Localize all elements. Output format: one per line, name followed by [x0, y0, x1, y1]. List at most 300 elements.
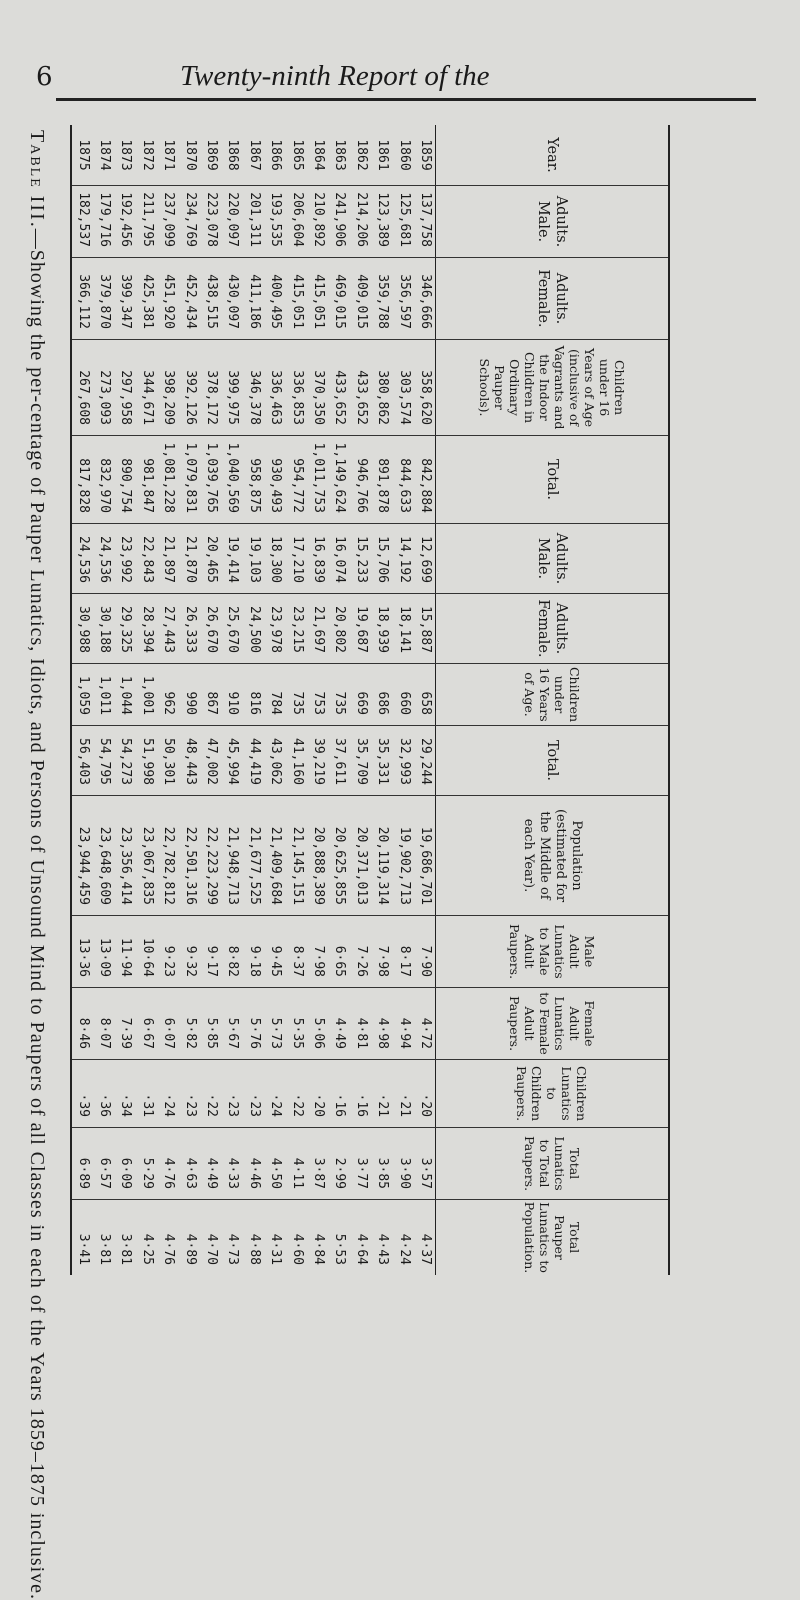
value-cell: 346,666	[415, 257, 436, 339]
value-cell: 891,878	[372, 435, 393, 523]
value-cell: 832,970	[94, 435, 115, 523]
value-cell: 15,887	[415, 593, 436, 663]
value-cell: 19,103	[243, 523, 264, 593]
value-cell: 5·73	[265, 987, 286, 1059]
value-cell: 6·07	[158, 987, 179, 1059]
header-pct-total	[436, 1127, 668, 1199]
value-cell: 179,716	[94, 185, 115, 257]
value-cell: ·20	[415, 1059, 436, 1127]
table-row	[222, 125, 243, 1275]
header-adults-female-label: Adults. Female.	[535, 269, 569, 328]
value-cell: ·34	[115, 1059, 136, 1127]
value-cell: 15,233	[350, 523, 371, 593]
value-cell: ·23	[243, 1059, 264, 1127]
value-cell: 35,331	[372, 725, 393, 795]
value-cell: 438,515	[201, 257, 222, 339]
value-cell: 398,209	[158, 339, 179, 435]
value-cell: 4·94	[393, 987, 414, 1059]
value-cell: 735	[286, 663, 307, 725]
value-cell: 48,443	[179, 725, 200, 795]
table-row	[72, 125, 93, 1275]
value-cell: 1,079,831	[179, 435, 200, 523]
value-cell: 5·85	[201, 987, 222, 1059]
year-cell: 1873	[118, 139, 134, 171]
value-cell: 5·29	[136, 1127, 157, 1199]
value-cell: 50,301	[158, 725, 179, 795]
value-cell: 451,920	[158, 257, 179, 339]
value-cell: 13·09	[94, 915, 115, 987]
value-cell: 359,788	[372, 257, 393, 339]
value-cell: 214,206	[350, 185, 371, 257]
value-cell: 4·72	[415, 987, 436, 1059]
table-row	[201, 125, 222, 1275]
value-cell: 206,604	[286, 185, 307, 257]
value-cell: 21,409,684	[265, 795, 286, 915]
value-cell: 399,347	[115, 257, 136, 339]
value-cell: 379,870	[94, 257, 115, 339]
table-title-prefix: Table III.	[26, 130, 48, 229]
value-cell: 392,126	[179, 339, 200, 435]
value-cell: ·31	[136, 1059, 157, 1127]
value-cell: 7·39	[115, 987, 136, 1059]
value-cell: 735	[329, 663, 350, 725]
value-cell: 6·09	[115, 1127, 136, 1199]
value-cell: 24,536	[94, 523, 115, 593]
value-cell: 433,652	[329, 339, 350, 435]
value-cell: ·24	[158, 1059, 179, 1127]
value-cell: 26,670	[201, 593, 222, 663]
header-adults-male	[436, 185, 668, 257]
year-cell: 1861	[375, 139, 391, 171]
table-row	[179, 125, 200, 1275]
header-pct-male-label: Male Adult Lunatics to Male Adult Paupers.	[507, 923, 597, 980]
table-row	[415, 125, 436, 1275]
value-cell: 22,782,812	[158, 795, 179, 915]
value-cell: 4·11	[286, 1127, 307, 1199]
value-cell: 469,015	[329, 257, 350, 339]
value-cell: 14,192	[393, 523, 414, 593]
value-cell: 336,853	[286, 339, 307, 435]
value-cell: 35,709	[350, 725, 371, 795]
value-cell: 241,906	[329, 185, 350, 257]
value-cell: 433,652	[350, 339, 371, 435]
value-cell: 867	[201, 663, 222, 725]
value-cell: 54,273	[115, 725, 136, 795]
value-cell: 3·90	[393, 1127, 414, 1199]
value-cell: 6·65	[329, 915, 350, 987]
value-cell: 9·17	[201, 915, 222, 987]
value-cell: 399,975	[222, 339, 243, 435]
header-lunatics-female-label: Adults. Female.	[535, 599, 569, 658]
value-cell: 366,112	[72, 257, 93, 339]
table-row	[393, 125, 414, 1275]
value-cell: 910	[222, 663, 243, 725]
value-cell: 5·67	[222, 987, 243, 1059]
value-cell: 27,443	[158, 593, 179, 663]
value-cell: 4·76	[158, 1127, 179, 1199]
value-cell: 9·32	[179, 915, 200, 987]
value-cell: 26,333	[179, 593, 200, 663]
value-cell: 23,215	[286, 593, 307, 663]
value-cell: 4·98	[372, 987, 393, 1059]
value-cell: 137,758	[415, 185, 436, 257]
value-cell: 22,223,299	[201, 795, 222, 915]
value-cell: 9·23	[158, 915, 179, 987]
value-cell: ·21	[393, 1059, 414, 1127]
value-cell: 946,766	[350, 435, 371, 523]
value-cell: 356,597	[393, 257, 414, 339]
header-rule	[56, 98, 756, 101]
year-cell: 1874	[97, 139, 112, 171]
value-cell: 4·70	[201, 1199, 222, 1275]
value-cell: 1,011	[94, 663, 115, 725]
value-cell: 16,074	[329, 523, 350, 593]
table-row	[158, 125, 179, 1275]
year-cell: 1866	[268, 139, 284, 171]
value-cell: 3·85	[372, 1127, 393, 1199]
header-lunatics-male-label: Adults. Male.	[535, 532, 569, 585]
header-adults-male-label: Adults. Male.	[535, 195, 569, 248]
value-cell: 4·49	[201, 1127, 222, 1199]
value-cell: ·21	[372, 1059, 393, 1127]
value-cell: 193,535	[265, 185, 286, 257]
value-cell: 21,948,713	[222, 795, 243, 915]
value-cell: 56,403	[72, 725, 93, 795]
value-cell: 4·24	[393, 1199, 414, 1275]
header-lunatics-male	[436, 523, 668, 593]
value-cell: 11·94	[115, 915, 136, 987]
value-cell: 1,081,228	[158, 435, 179, 523]
value-cell: 4·60	[286, 1199, 307, 1275]
value-cell: 44,419	[243, 725, 264, 795]
value-cell: 125,681	[393, 185, 414, 257]
value-cell: 4·88	[243, 1199, 264, 1275]
value-cell: 25,670	[222, 593, 243, 663]
table-row	[136, 125, 157, 1275]
value-cell: 4·84	[308, 1199, 329, 1275]
value-cell: 9·18	[243, 915, 264, 987]
value-cell: 4·37	[415, 1199, 436, 1275]
value-cell: 41,160	[286, 725, 307, 795]
value-cell: 3·57	[415, 1127, 436, 1199]
value-cell: 1,001	[136, 663, 157, 725]
value-cell: 10·64	[136, 915, 157, 987]
value-cell: 4·81	[350, 987, 371, 1059]
value-cell: 18,141	[393, 593, 414, 663]
year-cell: 1872	[139, 139, 155, 171]
value-cell: 9·45	[265, 915, 286, 987]
value-cell: 1,040,569	[222, 435, 243, 523]
data-table	[70, 125, 670, 1275]
year-cell: 1868	[225, 139, 241, 171]
value-cell: 4·33	[222, 1127, 243, 1199]
value-cell: 19,686,701	[415, 795, 436, 915]
value-cell: 1,059	[72, 663, 93, 725]
value-cell: 13·36	[72, 915, 93, 987]
value-cell: 24,500	[243, 593, 264, 663]
table-title-text: —Showing the per-centage of Pauper Lunatics, Idiots, and Persons of Unsound Mind to Paupers of all Classes in each of the Years 1859–1875 inclusive.	[26, 228, 48, 1600]
value-cell: 5·35	[286, 987, 307, 1059]
value-cell: 1,011,753	[308, 435, 329, 523]
value-cell: ·22	[201, 1059, 222, 1127]
header-total-all-label: Total.	[544, 459, 560, 500]
value-cell: 7·90	[415, 915, 436, 987]
value-cell: 958,875	[243, 435, 264, 523]
year-cell: 1865	[289, 139, 305, 171]
header-pct-population	[436, 1199, 668, 1275]
value-cell: 297,958	[115, 339, 136, 435]
value-cell: 930,493	[265, 435, 286, 523]
value-cell: 21,897	[158, 523, 179, 593]
value-cell: 8·37	[286, 915, 307, 987]
value-cell: 816	[243, 663, 264, 725]
value-cell: 20,465	[201, 523, 222, 593]
year-cell: 1863	[332, 139, 348, 171]
header-lunatics-children-label: Children under 16 Years of Age.	[522, 666, 582, 723]
value-cell: 21,677,525	[243, 795, 264, 915]
value-cell: 23,978	[265, 593, 286, 663]
value-cell: 3·87	[308, 1127, 329, 1199]
value-cell: 17,210	[286, 523, 307, 593]
value-cell: 30,988	[72, 593, 93, 663]
header-children-all	[436, 339, 668, 435]
value-cell: 7·98	[372, 915, 393, 987]
year-cell: 1867	[246, 139, 262, 171]
value-cell: 4·46	[243, 1127, 264, 1199]
rotated-table-area	[0, 110, 800, 1600]
value-cell: 5·82	[179, 987, 200, 1059]
value-cell: 409,015	[350, 257, 371, 339]
value-cell: 22,843	[136, 523, 157, 593]
header-pct-male	[436, 915, 668, 987]
year-cell: 1869	[204, 139, 219, 171]
value-cell: 4·31	[265, 1199, 286, 1275]
value-cell: 39,219	[308, 725, 329, 795]
table-row	[243, 125, 264, 1275]
value-cell: 21,697	[308, 593, 329, 663]
value-cell: 21,145,151	[286, 795, 307, 915]
value-cell: ·16	[350, 1059, 371, 1127]
year-cell: 1871	[161, 139, 177, 171]
value-cell: 415,051	[308, 257, 329, 339]
value-cell: 753	[308, 663, 329, 725]
value-cell: 5·76	[243, 987, 264, 1059]
value-cell: 15,706	[372, 523, 393, 593]
value-cell: 23,356,414	[115, 795, 136, 915]
header-lunatics-female	[436, 593, 668, 663]
value-cell: 201,311	[243, 185, 264, 257]
value-cell: 47,002	[201, 725, 222, 795]
value-cell: 7·98	[308, 915, 329, 987]
value-cell: ·39	[72, 1059, 93, 1127]
value-cell: 32,993	[393, 725, 414, 795]
header-lunatics-total-label: Total.	[544, 740, 560, 781]
value-cell: 4·43	[372, 1199, 393, 1275]
year-cell: 1875	[75, 139, 91, 171]
value-cell: 19,414	[222, 523, 243, 593]
value-cell: 3·81	[94, 1199, 115, 1275]
value-cell: 192,456	[115, 185, 136, 257]
running-title: Twenty-ninth Report of the	[180, 60, 490, 92]
year-cell: 1859	[418, 139, 433, 171]
value-cell: 5·06	[308, 987, 329, 1059]
value-cell: 8·82	[222, 915, 243, 987]
value-cell: 220,097	[222, 185, 243, 257]
header-year	[436, 125, 668, 185]
value-cell: 28,394	[136, 593, 157, 663]
value-cell: 19,902,713	[393, 795, 414, 915]
header-pct-total-label: Total Lunatics to Total Paupers.	[522, 1135, 582, 1192]
value-cell: 8·46	[72, 987, 93, 1059]
header-year-label: Year.	[544, 137, 560, 173]
value-cell: 18,300	[265, 523, 286, 593]
year-cell: 1864	[311, 139, 326, 171]
value-cell: 43,062	[265, 725, 286, 795]
header-lunatics-total	[436, 725, 668, 795]
value-cell: 4·76	[158, 1199, 179, 1275]
value-cell: 660	[393, 663, 414, 725]
value-cell: 20,371,013	[350, 795, 371, 915]
value-cell: 378,172	[201, 339, 222, 435]
value-cell: 1,044	[115, 663, 136, 725]
value-cell: 22,501,316	[179, 795, 200, 915]
value-cell: 981,847	[136, 435, 157, 523]
value-cell: 1,149,624	[329, 435, 350, 523]
value-cell: 4·89	[179, 1199, 200, 1275]
value-cell: 8·17	[393, 915, 414, 987]
value-cell: ·23	[179, 1059, 200, 1127]
header-pct-children	[436, 1059, 668, 1127]
value-cell: 29,325	[115, 593, 136, 663]
header-pct-female	[436, 987, 668, 1059]
value-cell: 2·99	[329, 1127, 350, 1199]
header-lunatics-children	[436, 663, 668, 725]
value-cell: 817,828	[72, 435, 93, 523]
table-row	[265, 125, 286, 1275]
year-cell: 1862	[353, 139, 369, 171]
value-cell: ·23	[222, 1059, 243, 1127]
value-cell: 20,802	[329, 593, 350, 663]
table-row	[372, 125, 393, 1275]
header-children-all-label: Children under 16 Years of Age (inclusive of Vagrants and the Indoor Children in Ordinary Pauper Schools).	[477, 345, 627, 430]
value-cell: 954,772	[286, 435, 307, 523]
value-cell: 380,862	[372, 339, 393, 435]
value-cell: 54,795	[94, 725, 115, 795]
value-cell: 3·77	[350, 1127, 371, 1199]
value-cell: 20,119,314	[372, 795, 393, 915]
value-cell: 237,099	[158, 185, 179, 257]
value-cell: 669	[350, 663, 371, 725]
value-cell: 303,574	[393, 339, 414, 435]
value-cell: 4·73	[222, 1199, 243, 1275]
value-cell: ·20	[308, 1059, 329, 1127]
value-cell: ·24	[265, 1059, 286, 1127]
value-cell: 4·63	[179, 1127, 200, 1199]
value-cell: 16,839	[308, 523, 329, 593]
table-row	[115, 125, 136, 1275]
value-cell: 842,884	[415, 435, 436, 523]
year-cell: 1870	[182, 139, 198, 171]
value-cell: 23,648,609	[94, 795, 115, 915]
value-cell: ·22	[286, 1059, 307, 1127]
table-row	[94, 125, 115, 1275]
value-cell: 6·67	[136, 987, 157, 1059]
value-cell: 4·49	[329, 987, 350, 1059]
value-cell: 30,188	[94, 593, 115, 663]
value-cell: 29,244	[415, 725, 436, 795]
value-cell: 890,754	[115, 435, 136, 523]
header-population	[436, 795, 668, 915]
table-row	[308, 125, 329, 1275]
value-cell: 1,039,765	[201, 435, 222, 523]
value-cell: 346,378	[243, 339, 264, 435]
value-cell: 23,067,835	[136, 795, 157, 915]
value-cell: 411,186	[243, 257, 264, 339]
value-cell: 18,939	[372, 593, 393, 663]
value-cell: 12,699	[415, 523, 436, 593]
value-cell: 415,051	[286, 257, 307, 339]
table-row	[329, 125, 350, 1275]
value-cell: 4·25	[136, 1199, 157, 1275]
value-cell: 4·50	[265, 1127, 286, 1199]
page-number: 6	[36, 62, 53, 92]
header-total-all	[436, 435, 668, 523]
value-cell: 223,078	[201, 185, 222, 257]
value-cell: 7·26	[350, 915, 371, 987]
value-cell: 6·57	[94, 1127, 115, 1199]
value-cell: 19,687	[350, 593, 371, 663]
value-cell: 3·41	[72, 1199, 93, 1275]
value-cell: 990	[179, 663, 200, 725]
value-cell: 37,611	[329, 725, 350, 795]
table-row	[350, 125, 371, 1275]
value-cell: 400,495	[265, 257, 286, 339]
header-pct-female-label: Female Adult Lunatics to Female Adult Paupers.	[507, 992, 597, 1055]
value-cell: 20,888,389	[308, 795, 329, 915]
value-cell: 3·81	[115, 1199, 136, 1275]
value-cell: 425,381	[136, 257, 157, 339]
header-population-label: Population (estimated for the Middle of each Year).	[521, 808, 584, 903]
value-cell: 370,350	[308, 339, 329, 435]
value-cell: 23,992	[115, 523, 136, 593]
value-cell: 267,608	[72, 339, 93, 435]
value-cell: 6·89	[72, 1127, 93, 1199]
value-cell: 21,870	[179, 523, 200, 593]
running-header	[0, 58, 800, 98]
value-cell: 23,944,459	[72, 795, 93, 915]
value-cell: 210,892	[308, 185, 329, 257]
value-cell: 658	[415, 663, 436, 725]
value-cell: 273,093	[94, 339, 115, 435]
header-adults-female	[436, 257, 668, 339]
value-cell: 234,769	[179, 185, 200, 257]
value-cell: 686	[372, 663, 393, 725]
year-cell: 1860	[396, 139, 412, 171]
value-cell: 211,795	[136, 185, 157, 257]
value-cell: 5·53	[329, 1199, 350, 1275]
value-cell: 962	[158, 663, 179, 725]
value-cell: 784	[265, 663, 286, 725]
value-cell: 358,620	[415, 339, 436, 435]
value-cell: 24,536	[72, 523, 93, 593]
value-cell: 20,625,855	[329, 795, 350, 915]
value-cell: 45,994	[222, 725, 243, 795]
value-cell: ·36	[94, 1059, 115, 1127]
table-title	[25, 130, 48, 1600]
value-cell: 123,389	[372, 185, 393, 257]
header-pct-children-label: Children Lunatics to Children Paupers.	[514, 1065, 590, 1122]
value-cell: 8·07	[94, 987, 115, 1059]
